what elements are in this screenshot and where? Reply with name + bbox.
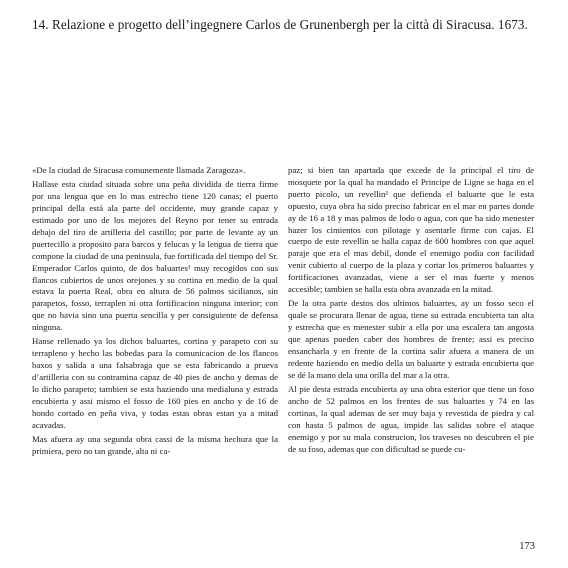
paragraph-title-quote: «De la ciudad de Siracusa comunemente llamada Zaragoza». [32, 165, 246, 175]
paragraph: paz; si bien tan apartada que excede de la principal el tiro de mosquete por la qual ha mandado el Principe de Ligne se haga en el puerto picolo, un revellin² que defienda el baluarte que le esta opuesto, cuya obra ha sido preciso fabricar en el mar en partes donde ay de 16 a 18 y mas palmos de lodo o agua, con que ha sido menester hazer los cimientos con pilotage y asentarle firme con cajas. El cuerpo de este revellin se halla capaz de 600 hombres con que aquel paraje que era el mas debil, donde el enemigo podia con facilidad venir cubierto al cuerpo de la plaza y cortar los primeros baluartes y fortificaciones avanzadas, viene a ser el mas fuerte y menos accesible; tambien se halla esta obra avanzada en la mitad. [288, 165, 534, 295]
paragraph: Hallase esta ciudad situada sobre una peña dividida de tierra firme por una lengua que en lo mas estrecho tiene 120 canas; el puerto principal della está ala parte del occidente, muy grande capaz y estimado por uno de los mejores del Reyno por tener su entrada debajo del tiro de artilleria del castillo; por parte de levante ay un puertecillo a proposito para barcos y felucas y la lengua de tierra que compone la ciudad de una peninsula, fue fortificada del tiempo del Sr. Emperador Carlos quinto, de dos baluartes¹ muy recogidos con sus flancos cubiertos de unos orejones y su cortina en medio de la qual estava la puerta Real, obra en altura de 56 palmos sicilianos, sin parapetos, fosso, terraplen ni otra fortificacion ninguna interior; con que no havia sino una puerta sencilla y per consiguiente de defensa ninguna. [32, 179, 278, 333]
paragraph: Al pie desta estrada encubierta ay una obra esterior que tiene un foso ancho de 52 palmos en los frentes de sus baluartes y 74 en las cortinas, la qual ademas de ser muy baja y revestida de piedra y cal con hasta 5 palmos de agua, impide las salidas sobre el ataque enemigo y por su mala construcion, los traveses no descubren el pie de su foso, ademas que con dificultad se puede cu- [288, 384, 534, 454]
page-number: 173 [519, 541, 535, 552]
paragraph: Mas afuera ay una segunda obra cassi de la misma hechura que la primiera, pero no tan grande, alta ni ca- [32, 434, 278, 457]
paragraph: De la otra parte destos dos ultimos baluartes, ay un fosso seco el quale se procurara llenar de agua, tiene su estrada encubierta tan alta y estrecha que es menester subir a ella por una escalera tan angosta que apenas pueden caber dos hombres de frente; assi es preciso ensancharla y en frente de la cortina salir afuera a manera de un redente haziendo en medio della un baluarte y estrada encubierta que se dé la mano dela una orilla del mar a la otra. [288, 298, 534, 380]
page-header: 14. Relazione e progetto dell’ingegnere Carlos de Grunenbergh per la città di Siracusa. 1673. [32, 17, 528, 32]
paragraph: Hanse rellenado ya los dichos baluartes, cortina y parapeto con su terrapleno y hecho las bobedas para la comunicacion de los flancos baxos y salida a una falsabraga que se esta fabricando a prueva d’artilleria con su contramina capaz de 40 pies de ancho y demas de lo dicho parapeto; tambien se esta haziendo una medialuna y estrada encubierta y assi mismo el fosso de 160 pies en ancho y de 16 de hondo cortado en peña viva, y todas estas obras estan ya a mitad acavadas. [32, 336, 278, 430]
left-text-column [32, 165, 278, 458]
right-text-column [288, 165, 534, 456]
